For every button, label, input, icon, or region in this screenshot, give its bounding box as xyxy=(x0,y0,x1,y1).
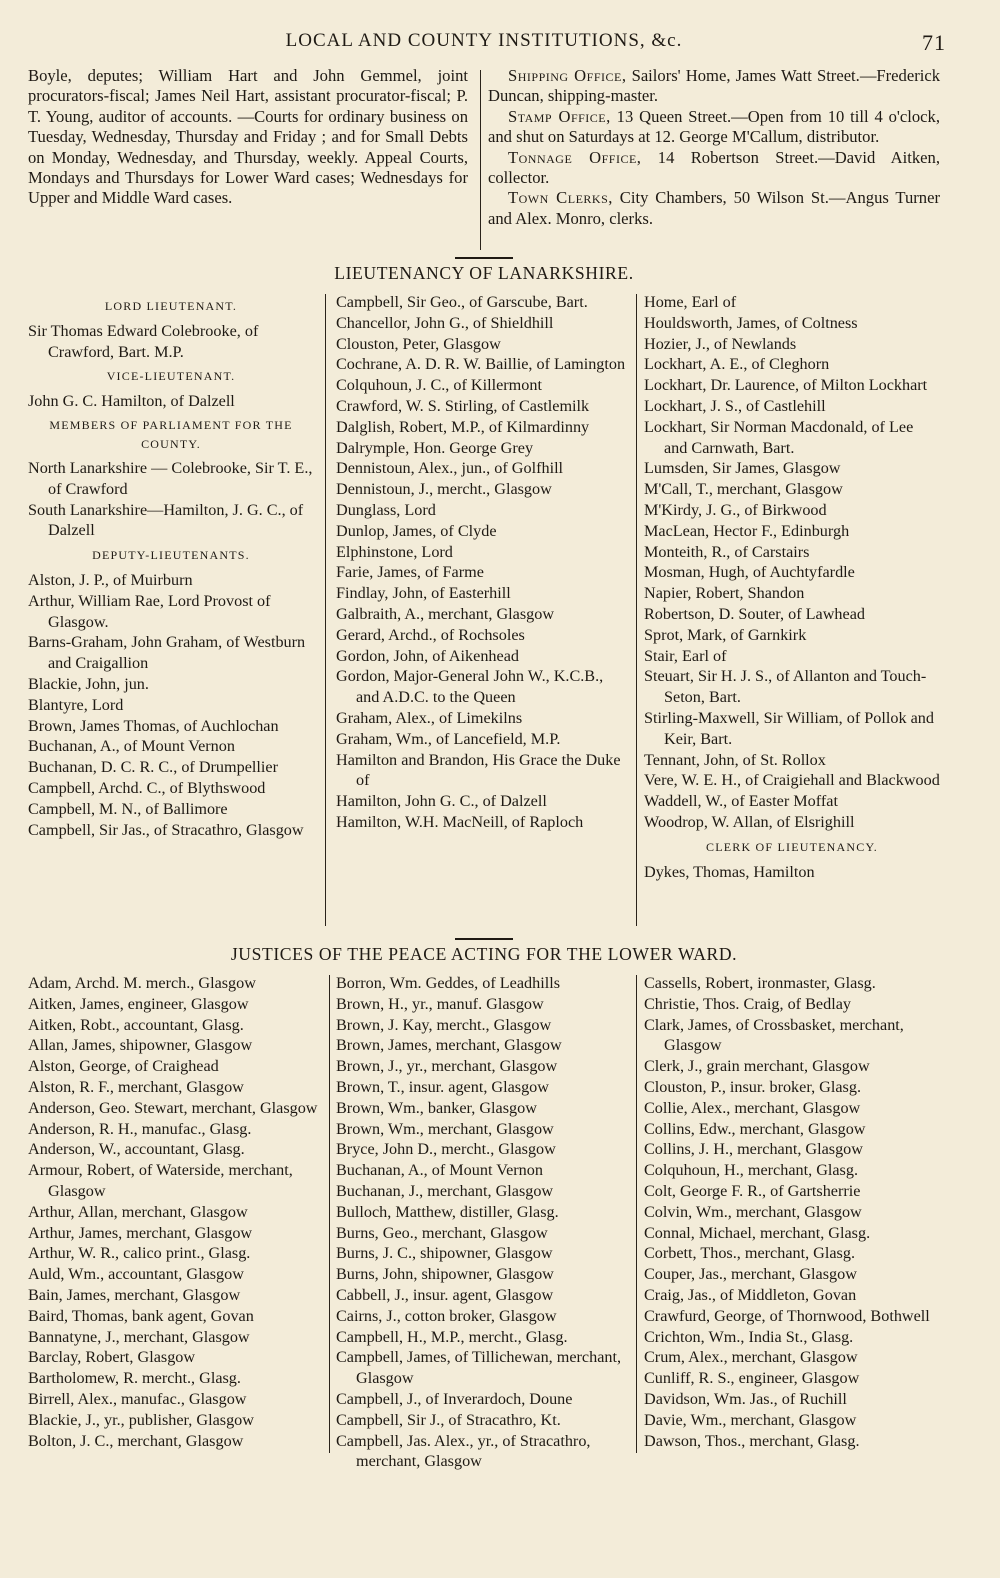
list-item: Crawford, W. S. Stirling, of Castlemilk xyxy=(336,396,590,415)
list-item: M'Call, T., merchant, Glasgow xyxy=(644,480,843,499)
office-entry xyxy=(488,66,940,107)
list-item: Armour, Robert, of Waterside, merchant, Glasgow xyxy=(28,1161,293,1200)
list-item: Arthur, Allan, merchant, Glasgow xyxy=(28,1202,248,1221)
courts-paragraph: Boyle, deputes; William Hart and John Gemmel, joint procurators-fiscal; James Neil Hart, assistant procurator-fiscal; P. T. Young, auditor of accounts. —Courts for ordinary business on Tuesday, Wednesday, Thursday and Friday ; and for Small Debts on Monday, Wednesday, and Thursday, weekly. Appeal Courts, Mondays and Thursdays for Lower Ward cases; Wednesdays for Upper and Middle Ward cases. xyxy=(28,66,468,208)
list-item: Hamilton and Brandon, His Grace the Duke of xyxy=(336,750,621,790)
list-item: Clark, James, of Crossbasket, merchant, Glasgow xyxy=(644,1015,904,1055)
list-item: Burns, John, shipowner, Glasgow xyxy=(336,1265,554,1284)
list-item: Campbell, M. N., of Ballimore xyxy=(28,799,228,818)
justices-title: JUSTICES OF THE PEACE ACTING FOR THE LOWER WARD. xyxy=(230,944,738,964)
list-item: Anderson, W., accountant, Glasg. xyxy=(28,1140,245,1159)
page xyxy=(28,30,946,1473)
list-item: Collins, J. H., merchant, Glasgow xyxy=(644,1140,863,1159)
office-entry xyxy=(488,107,940,148)
justices-column-3 xyxy=(644,973,944,1451)
list-item: Cunliff, R. S., engineer, Glasgow xyxy=(644,1369,860,1388)
list-item: Blantyre, Lord xyxy=(28,695,124,714)
list-item: Brown, T., insur. agent, Glasgow xyxy=(336,1077,549,1096)
list-item: Connal, Michael, merchant, Glasg. xyxy=(644,1223,871,1242)
list-item: Colquhoun, J. C., of Killermont xyxy=(336,376,542,395)
list-item: Lockhart, J. S., of Castlehill xyxy=(644,396,826,415)
top-right-column xyxy=(488,66,940,229)
list-item: Gordon, Major-General John W., K.C.B., and A.D.C. to the Queen xyxy=(336,667,604,707)
list-item: Crichton, Wm., India St., Glasg. xyxy=(644,1327,854,1346)
list-item: Alston, J. P., of Muirburn xyxy=(28,570,193,589)
list-item: Steuart, Sir H. J. S., of Allanton and Touch-Seton, Bart. xyxy=(644,667,927,707)
list-item: Buchanan, A., of Mount Vernon xyxy=(28,737,235,756)
list-item: Corbett, Thos., merchant, Glasg. xyxy=(644,1244,855,1263)
list-item: Couper, Jas., merchant, Glasgow xyxy=(644,1265,857,1284)
list-item: Burns, Geo., merchant, Glasgow xyxy=(336,1223,548,1242)
list-item: Gerard, Archd., of Rochsoles xyxy=(336,625,525,644)
list-item: Allan, James, shipowner, Glasgow xyxy=(28,1036,253,1055)
list-item: Dennistoun, Alex., jun., of Golfhill xyxy=(336,459,564,478)
list-item: Brown, H., yr., manuf. Glasgow xyxy=(336,994,544,1013)
list-item: Birrell, Alex., manufac., Glasgow xyxy=(28,1389,247,1408)
list-item: Baird, Thomas, bank agent, Govan xyxy=(28,1306,254,1325)
list-item: Chancellor, John G., of Shieldhill xyxy=(336,313,554,332)
list-item: John G. C. Hamilton, of Dalzell xyxy=(28,392,235,411)
running-head xyxy=(28,30,946,60)
list-item: Dykes, Thomas, Hamilton xyxy=(644,862,815,881)
list-item: Colquhoun, H., merchant, Glasg. xyxy=(644,1161,859,1180)
list-item: Bannatyne, J., merchant, Glasgow xyxy=(28,1327,250,1346)
lieutenancy-title: LIEUTENANCY OF LANARKSHIRE. xyxy=(334,263,634,283)
list-subheading: CLERK OF LIEUTENANCY. xyxy=(706,839,878,854)
justices-list xyxy=(28,973,940,1473)
list-item: Gordon, John, of Aikenhead xyxy=(336,646,519,665)
list-item: Anderson, R. H., manufac., Glasg. xyxy=(28,1119,252,1138)
list-item: Arthur, William Rae, Lord Provost of Glasgow. xyxy=(28,591,271,631)
office-details: 13 Queen Street.—Open from 10 till 4 o'clock, and shut on Saturdays at 12. George M'Callum, distributor. xyxy=(488,106,940,147)
list-item: Brown, J. Kay, mercht., Glasgow xyxy=(336,1015,552,1034)
list-item: Campbell, J., of Inverardoch, Doune xyxy=(336,1389,573,1408)
office-entry xyxy=(488,188,940,229)
top-section xyxy=(28,66,940,251)
list-item: Crum, Alex., merchant, Glasgow xyxy=(644,1348,858,1367)
office-entry xyxy=(488,148,940,189)
list-item: Stirling-Maxwell, Sir William, of Pollok and Keir, Bart. xyxy=(644,708,934,748)
list-item: Hozier, J., of Newlands xyxy=(644,334,797,353)
list-item: Farie, James, of Farme xyxy=(336,563,484,582)
list-item: Dalglish, Robert, M.P., of Kilmardinny xyxy=(336,417,590,436)
list-item: Aitken, James, engineer, Glasgow xyxy=(28,994,249,1013)
list-subheading: MEMBERS OF PARLIAMENT FOR THE COUNTY. xyxy=(49,417,293,451)
list-item: Davidson, Wm. Jas., of Ruchill xyxy=(644,1389,847,1408)
list-item: Home, Earl of xyxy=(644,293,737,311)
section-divider xyxy=(455,257,513,259)
list-item: Buchanan, D. C. R. C., of Drumpellier xyxy=(28,758,278,777)
office-name: Stamp Office, xyxy=(508,106,611,126)
list-item: Bolton, J. C., merchant, Glasgow xyxy=(28,1431,244,1450)
list-item: Cassells, Robert, ironmaster, Glasg. xyxy=(644,974,876,992)
office-name: Shipping Office, xyxy=(508,66,627,85)
list-item: Clouston, P., insur. broker, Glasg. xyxy=(644,1077,861,1096)
list-item: Burns, J. C., shipowner, Glasgow xyxy=(336,1244,553,1263)
list-item: North Lanarkshire — Colebrooke, Sir T. E., of Crawford xyxy=(28,458,313,498)
list-item: Woodrop, W. Allan, of Elsrighill xyxy=(644,812,855,831)
list-item: Campbell, Jas. Alex., yr., of Stracathro, merchant, Glasgow xyxy=(336,1431,591,1471)
list-item: Davie, Wm., merchant, Glasgow xyxy=(644,1410,857,1429)
list-item: M'Kirdy, J. G., of Birkwood xyxy=(644,500,827,519)
list-item: Dalrymple, Hon. George Grey xyxy=(336,438,534,457)
list-item: South Lanarkshire—Hamilton, J. G. C., of Dalzell xyxy=(28,500,304,540)
list-item: Crawfurd, George, of Thornwood, Bothwell xyxy=(644,1306,930,1325)
list-item: Auld, Wm., accountant, Glasgow xyxy=(28,1265,244,1284)
list-item: Dunglass, Lord xyxy=(336,500,436,519)
list-item: Clouston, Peter, Glasgow xyxy=(336,334,501,353)
list-item: Bryce, John D., mercht., Glasgow xyxy=(336,1140,556,1159)
list-item: Campbell, Archd. C., of Blythswood xyxy=(28,778,266,797)
list-item: Campbell, Sir Geo., of Garscube, Bart. xyxy=(336,293,588,311)
list-item: Blackie, John, jun. xyxy=(28,674,149,693)
office-name: Town Clerks, xyxy=(508,188,613,208)
list-item: Monteith, R., of Carstairs xyxy=(644,542,810,561)
list-item: Waddell, W., of Easter Moffat xyxy=(644,792,838,811)
column-divider xyxy=(325,294,326,926)
list-item: Brown, Wm., merchant, Glasgow xyxy=(336,1119,554,1138)
list-item: Arthur, W. R., calico print., Glasg. xyxy=(28,1244,251,1263)
list-item: Lockhart, Sir Norman Macdonald, of Lee and Carnwath, Bart. xyxy=(644,417,914,457)
list-item: Lockhart, A. E., of Cleghorn xyxy=(644,355,830,374)
list-item: Campbell, H., M.P., mercht., Glasg. xyxy=(336,1327,568,1346)
list-item: MacLean, Hector F., Edinburgh xyxy=(644,521,850,540)
list-item: Christie, Thos. Craig, of Bedlay xyxy=(644,994,851,1013)
justices-column-2 xyxy=(336,973,632,1472)
list-item: Colvin, Wm., merchant, Glasgow xyxy=(644,1202,862,1221)
list-item: Anderson, Geo. Stewart, merchant, Glasgow xyxy=(28,1098,318,1117)
list-item: Dawson, Thos., merchant, Glasg. xyxy=(644,1431,860,1450)
list-item: Collins, Edw., merchant, Glasgow xyxy=(644,1119,866,1138)
lieutenancy-column-3 xyxy=(644,292,940,882)
list-item: Graham, Alex., of Limekilns xyxy=(336,708,523,727)
list-item: Bain, James, merchant, Glasgow xyxy=(28,1285,241,1304)
list-item: Alston, R. F., merchant, Glasgow xyxy=(28,1077,244,1096)
list-item: Sprot, Mark, of Garnkirk xyxy=(644,625,807,644)
list-subheading: DEPUTY-LIEUTENANTS. xyxy=(92,548,250,563)
list-item: Blackie, J., yr., publisher, Glasgow xyxy=(28,1410,254,1429)
list-item: Tennant, John, of St. Rollox xyxy=(644,750,826,769)
lieutenancy-column-1 xyxy=(28,292,314,840)
list-item: Elphinstone, Lord xyxy=(336,542,453,561)
list-item: Campbell, Sir Jas., of Stracathro, Glasgow xyxy=(28,820,304,839)
list-subheading: VICE-LIEUTENANT. xyxy=(106,369,236,384)
list-item: Cochrane, A. D. R. W. Baillie, of Lamington xyxy=(336,355,626,374)
list-item: Mosman, Hugh, of Auchtyfardle xyxy=(644,563,855,582)
office-details: Sailors' Home, James Watt Street.—Frederick Duncan, shipping-master. xyxy=(488,66,940,106)
office-details: 14 Robertson Street.—David Aitken, collector. xyxy=(488,147,940,188)
list-item: Brown, J., yr., merchant, Glasgow xyxy=(336,1057,558,1076)
list-item: Aitken, Robt., accountant, Glasg. xyxy=(28,1015,244,1034)
column-divider xyxy=(480,70,481,250)
column-divider xyxy=(636,975,637,1453)
list-item: Adam, Archd. M. merch., Glasgow xyxy=(28,974,256,992)
list-item: Campbell, James, of Tillichewan, merchant, Glasgow xyxy=(336,1348,622,1388)
list-item: Lockhart, Dr. Laurence, of Milton Lockhart xyxy=(644,376,928,395)
list-item: Stair, Earl of xyxy=(644,646,727,665)
list-item: Campbell, Sir J., of Stracathro, Kt. xyxy=(336,1410,561,1429)
list-item: Barns-Graham, John Graham, of Westburn and Craigallion xyxy=(28,633,306,673)
list-item: Brown, James, merchant, Glasgow xyxy=(336,1036,562,1055)
list-item: Vere, W. E. H., of Craigiehall and Blackwood xyxy=(644,771,940,790)
lieutenancy-column-2 xyxy=(336,292,630,833)
list-item: Napier, Robert, Shandon xyxy=(644,584,805,603)
list-item: Graham, Wm., of Lancefield, M.P. xyxy=(336,729,561,748)
lieutenancy-list xyxy=(28,292,940,932)
column-divider xyxy=(329,975,330,1453)
list-subheading: LORD LIEUTENANT. xyxy=(104,299,238,313)
list-item: Brown, Wm., banker, Glasgow xyxy=(336,1098,537,1117)
office-name: Tonnage Office, xyxy=(508,147,642,167)
page-title: LOCAL AND COUNTY INSTITUTIONS, &c. xyxy=(285,30,683,51)
office-details: City Chambers, 50 Wilson St.—Angus Turner and Alex. Monro, clerks. xyxy=(488,188,940,228)
list-item: Borron, Wm. Geddes, of Leadhills xyxy=(336,974,561,992)
list-item: Bulloch, Matthew, distiller, Glasg. xyxy=(336,1202,559,1221)
list-item: Bartholomew, R. mercht., Glasg. xyxy=(28,1369,241,1388)
list-item: Cairns, J., cotton broker, Glasgow xyxy=(336,1306,557,1325)
list-item: Sir Thomas Edward Colebrooke, of Crawford, Bart. M.P. xyxy=(28,321,259,361)
list-item: Lumsden, Sir James, Glasgow xyxy=(644,459,841,478)
list-item: Colt, George F. R., of Gartsherrie xyxy=(644,1181,861,1200)
list-item: Galbraith, A., merchant, Glasgow xyxy=(336,604,555,623)
list-item: Hamilton, W.H. MacNeill, of Raploch xyxy=(336,812,584,831)
list-item: Collie, Alex., merchant, Glasgow xyxy=(644,1098,861,1117)
column-divider xyxy=(636,294,637,926)
list-item: Brown, James Thomas, of Auchlochan xyxy=(28,716,279,735)
justices-column-1 xyxy=(28,973,322,1451)
list-item: Findlay, John, of Easterhill xyxy=(336,584,511,603)
list-item: Barclay, Robert, Glasgow xyxy=(28,1348,196,1367)
list-item: Hamilton, John G. C., of Dalzell xyxy=(336,792,547,811)
list-item: Buchanan, A., of Mount Vernon xyxy=(336,1161,543,1180)
list-item: Clerk, J., grain merchant, Glasgow xyxy=(644,1057,870,1076)
list-item: Dunlop, James, of Clyde xyxy=(336,521,497,540)
page-number: 71 xyxy=(922,30,946,55)
top-left-column xyxy=(28,66,468,209)
list-item: Alston, George, of Craighead xyxy=(28,1057,219,1076)
list-item: Craig, Jas., of Middleton, Govan xyxy=(644,1285,857,1304)
list-item: Houldsworth, James, of Coltness xyxy=(644,313,858,332)
list-item: Cabbell, J., insur. agent, Glasgow xyxy=(336,1285,554,1304)
list-item: Arthur, James, merchant, Glasgow xyxy=(28,1223,253,1242)
list-item: Dennistoun, J., mercht., Glasgow xyxy=(336,480,552,499)
list-item: Robertson, D. Souter, of Lawhead xyxy=(644,604,865,623)
list-item: Buchanan, J., merchant, Glasgow xyxy=(336,1181,554,1200)
section-divider xyxy=(455,938,513,940)
